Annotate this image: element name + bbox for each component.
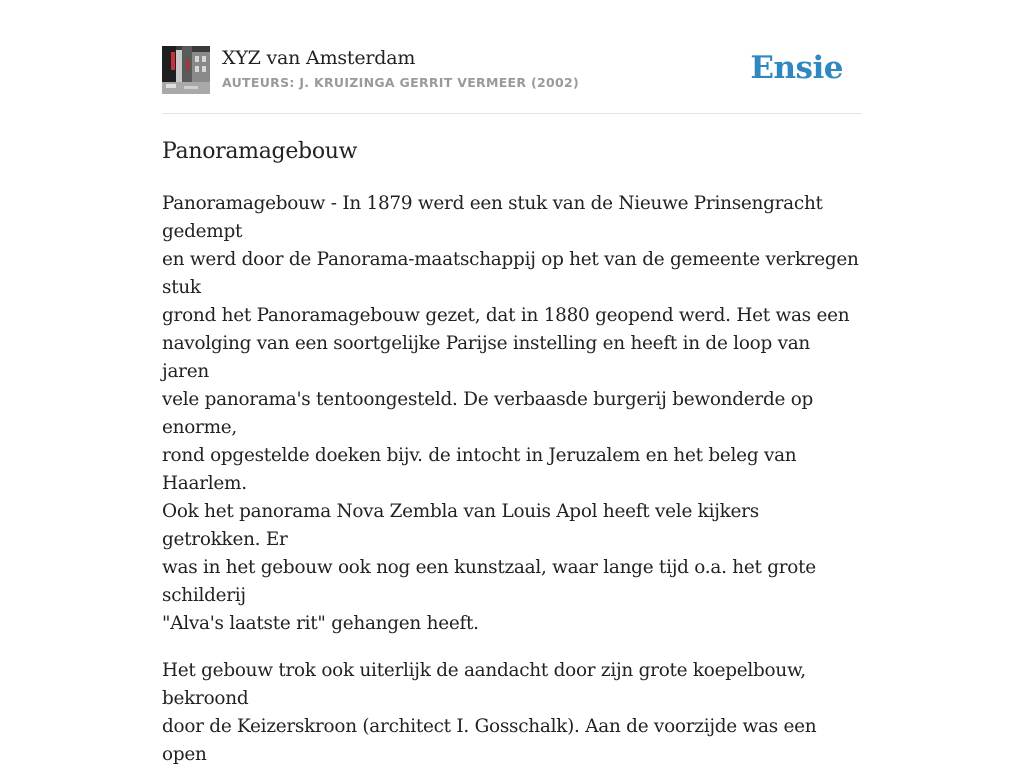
page-header — [162, 46, 862, 96]
paragraph: Het gebouw trok ook uiterlijk de aandacht door zijn grote koepelbouw, bekroond door de Keizerskroon (architect I. Gosschalk). Aan de voorzijde was een open — [162, 660, 817, 765]
book-cover-avatar[interactable] — [162, 46, 210, 94]
article-body — [162, 136, 862, 769]
header-divider — [162, 113, 862, 114]
book-authors: AUTEURS: J. KRUIZINGA GERRIT VERMEER (2002) — [222, 75, 579, 90]
book-title[interactable]: XYZ van Amsterdam — [222, 47, 416, 69]
ensie-logo[interactable]: Ensie — [750, 50, 843, 86]
entry-title: Panoramagebouw — [162, 139, 358, 164]
paragraph: Panoramagebouw - In 1879 werd een stuk van de Nieuwe Prinsengracht gedempt en werd door de Panorama-maatschappij op het van de gemeente verkregen stuk grond het Panoramagebouw gezet, dat in 1880 geopend werd. Het was een navolging van een soortgelijke Parijse instelling en heeft in de loop van jaren vele panorama's tentoongesteld. De verbaasde burgerij bewonderde op enorme, rond opgestelde doeken bijv. de intocht in Jeruzalem en het beleg van Haarlem. Ook het panorama Nova Zembla van Louis Apol heeft vele kijkers getrokken. Er was in het gebouw ook nog een kunstzaal, waar lange tijd o.a. het grote schilderij "Alva's laatste rit" gehangen heeft. — [162, 193, 859, 634]
